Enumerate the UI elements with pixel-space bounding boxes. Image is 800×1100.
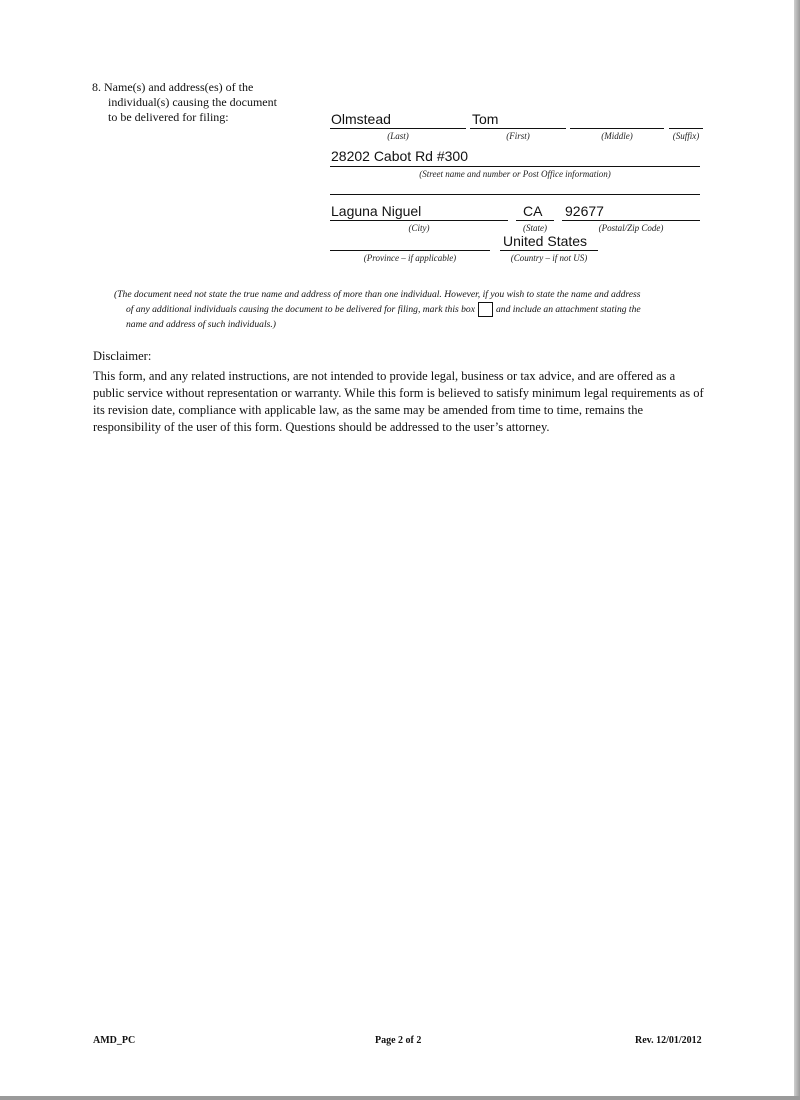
- street-line: [330, 166, 700, 167]
- note-line-2: of any additional individuals causing the document to be delivered for filing, mark this box: [126, 304, 475, 315]
- first-name-line: [470, 128, 566, 129]
- last-name-value[interactable]: Olmstead: [331, 111, 391, 127]
- additional-individuals-note: [114, 287, 704, 332]
- first-name-value[interactable]: Tom: [472, 111, 499, 127]
- country-line: [500, 250, 598, 251]
- state-line: [516, 220, 554, 221]
- state-value[interactable]: CA: [523, 203, 543, 219]
- last-name-line: [330, 128, 466, 129]
- section-8-label: [92, 80, 312, 125]
- province-caption: (Province – if applicable): [363, 253, 457, 263]
- disclaimer-body: This form, and any related instructions, are not intended to provide legal, business or tax advice, and are offered as a public service without representation or warranty. While this form is believed to satisfy minimum legal requirements as of its revision date, compliance with applicable law, as the same may be amended from time to time, remains the responsibility of the user of this form. Questions should be addressed to the user’s attorney.: [93, 369, 704, 434]
- note-line-2-end: and include an attachment stating the: [495, 304, 641, 315]
- note-line-3: name and address of such individuals.): [126, 319, 276, 331]
- state-caption: (State): [523, 223, 547, 233]
- section-8-label-line2: individual(s) causing the document: [108, 95, 277, 109]
- section-8-label-line1: 8. Name(s) and address(es) of the: [92, 80, 254, 94]
- note-rest: [114, 302, 704, 332]
- street-line-2: [330, 194, 700, 195]
- additional-individuals-checkbox[interactable]: [478, 302, 493, 317]
- postal-value[interactable]: 92677: [565, 203, 604, 219]
- city-value[interactable]: Laguna Niguel: [331, 203, 422, 219]
- city-caption: (City): [408, 223, 430, 233]
- province-line: [330, 250, 490, 251]
- note-line-1: (The document need not state the true name and address of more than one individual. However, if you wish to state the name and address: [114, 289, 641, 300]
- postal-line: [562, 220, 700, 221]
- page-edge-shadow: [794, 0, 800, 1100]
- middle-name-caption: (Middle): [601, 131, 633, 141]
- postal-caption: (Postal/Zip Code): [598, 223, 664, 233]
- footer-page-number: Page 2 of 2: [375, 1035, 422, 1046]
- middle-name-line: [570, 128, 664, 129]
- country-caption: (Country – if not US): [510, 253, 588, 263]
- disclaimer-title: Disclaimer:: [93, 349, 152, 363]
- first-name-caption: (First): [506, 131, 530, 141]
- country-value[interactable]: United States: [503, 233, 588, 249]
- street-caption: (Street name and number or Post Office information): [419, 169, 611, 179]
- city-line: [330, 220, 508, 221]
- suffix-line: [669, 128, 703, 129]
- last-name-caption: (Last): [387, 131, 409, 141]
- footer-revision: Rev. 12/01/2012: [635, 1035, 702, 1046]
- section-8-label-line3: to be delivered for filing:: [108, 110, 229, 124]
- footer-form-id: AMD_PC: [93, 1035, 136, 1046]
- page-bottom-edge: [0, 1096, 800, 1100]
- suffix-caption: (Suffix): [672, 131, 700, 141]
- street-value[interactable]: 28202 Cabot Rd #300: [331, 148, 468, 164]
